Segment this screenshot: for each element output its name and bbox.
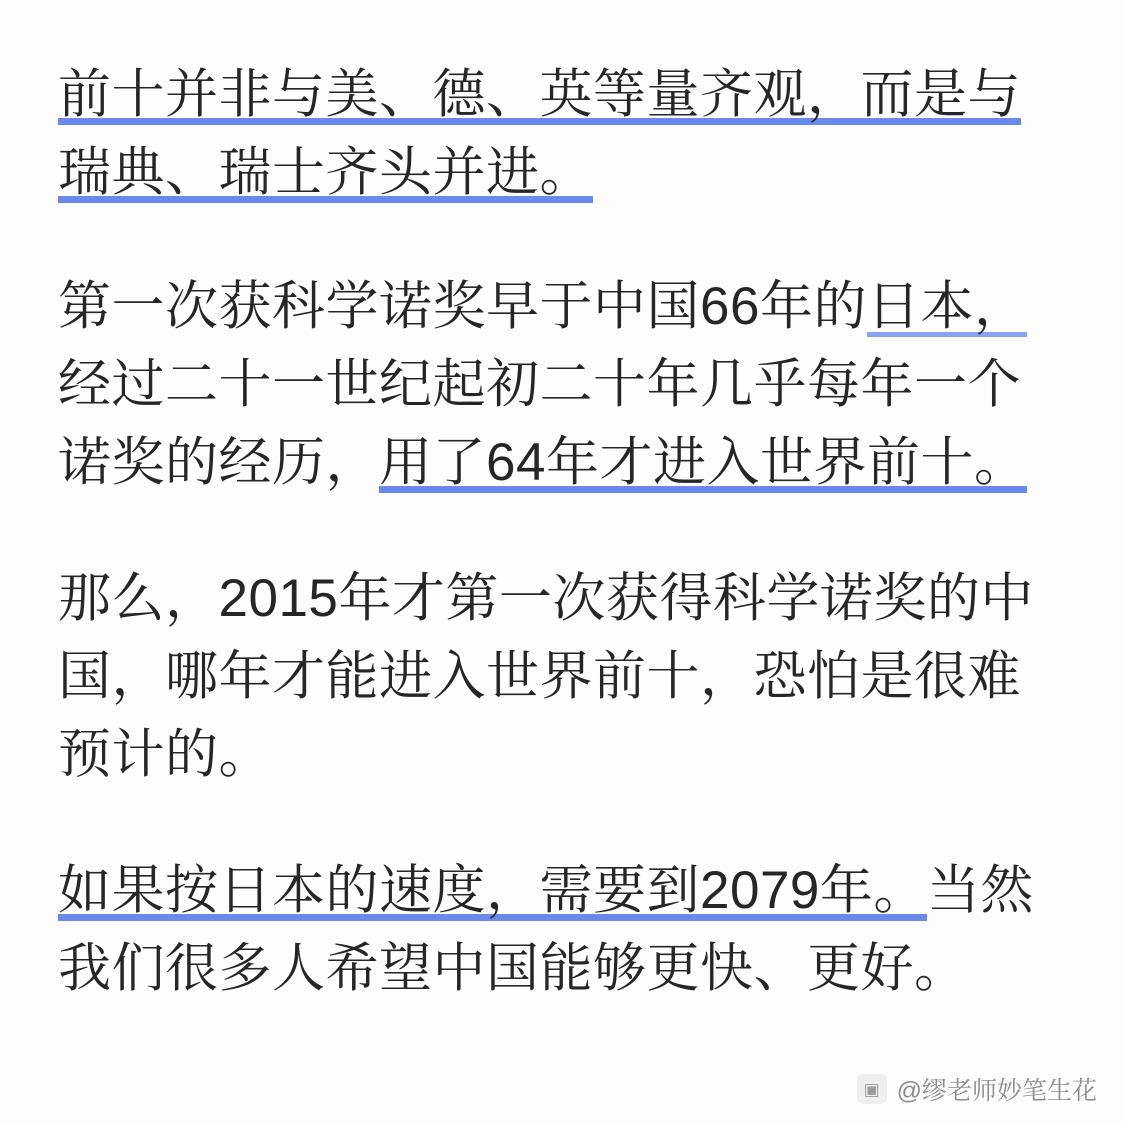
body-text-8: 我们很多人希望中国能够更快、更好。 — [58, 939, 968, 998]
app-badge-icon: ▣ — [857, 1074, 887, 1104]
paragraph-3 — [58, 560, 1065, 794]
body-text-2: 经过二十一世纪起初二十年几乎每年一个 — [58, 355, 1021, 414]
body-text-6: 预计的。 — [58, 725, 272, 784]
body-text-5: 国，哪年才能进入世界前十，恐怕是很难 — [58, 647, 1021, 706]
paragraph-2 — [58, 268, 1065, 502]
body-text-4: 那么，2015年才第一次获得科学诺奖的中 — [58, 569, 1034, 628]
watermark-label: @缪老师妙笔生花 — [896, 1077, 1097, 1105]
highlighted-text-1: 前十并非与美、德、英等量齐观，而是与 — [58, 65, 1021, 124]
body-text-7: 当然 — [926, 861, 1034, 920]
body-text-1: 第一次获科学诺奖早于中国66年的 — [58, 277, 867, 336]
paragraph-4 — [58, 852, 1065, 1008]
highlighted-text-4: 用了64年才进入世界前十。 — [379, 433, 1028, 492]
highlighted-text-5: 如果按日本的速度，需要到2079年。 — [58, 861, 927, 920]
paragraph-1 — [58, 56, 1065, 212]
highlighted-text-3: 日本， — [866, 277, 1028, 336]
body-text-3: 诺奖的经历， — [58, 433, 379, 492]
highlighted-text-2: 瑞典、瑞士齐头并进。 — [58, 143, 593, 202]
watermark — [857, 1071, 1097, 1107]
